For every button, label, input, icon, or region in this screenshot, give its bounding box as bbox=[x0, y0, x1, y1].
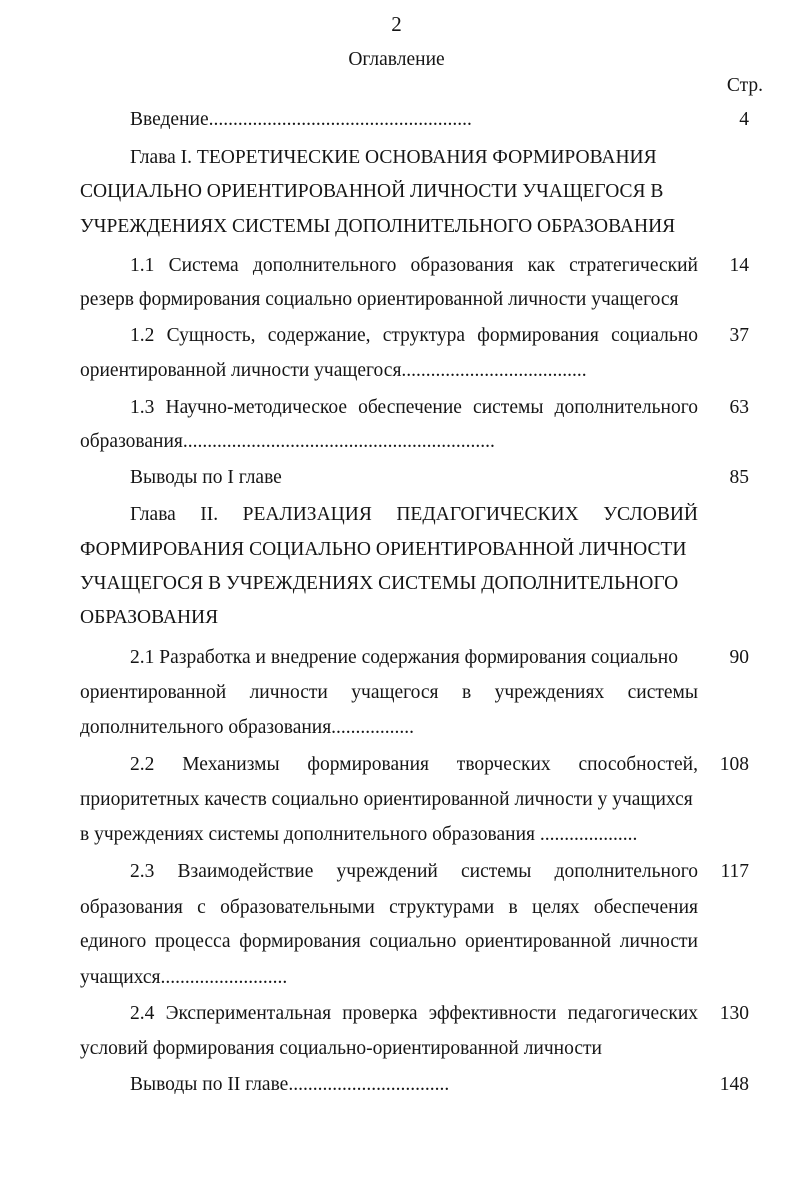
toc-page: 4 bbox=[739, 109, 749, 130]
toc-line: ориентированной личности учащегося...................................... bbox=[80, 360, 587, 381]
toc-page: 90 bbox=[729, 647, 749, 668]
toc-page: 117 bbox=[720, 861, 749, 882]
toc-page: 14 bbox=[729, 255, 749, 276]
toc-line: 2.4 Экспериментальная проверка эффективности педагогических bbox=[130, 1003, 698, 1024]
toc-line: приоритетных качеств социально ориентированной личности у учащихся bbox=[80, 789, 693, 810]
toc-line: 2.3 Взаимодействие учреждений системы дополнительного bbox=[130, 861, 698, 882]
page-number: 2 bbox=[391, 12, 402, 36]
toc-line: Глава I. ТЕОРЕТИЧЕСКИЕ ОСНОВАНИЯ ФОРМИРОВАНИЯ bbox=[130, 147, 657, 168]
toc-line: образования с образовательными структурами в целях обеспечения bbox=[80, 897, 698, 918]
toc-line: СОЦИАЛЬНО ОРИЕНТИРОВАННОЙ ЛИЧНОСТИ УЧАЩЕГОСЯ В bbox=[80, 181, 664, 202]
toc-page: 63 bbox=[729, 397, 749, 418]
toc-line: 1.3 Научно-методическое обеспечение системы дополнительного bbox=[130, 397, 698, 418]
toc-page: 130 bbox=[719, 1003, 749, 1024]
toc-line: Введение...................................................... bbox=[130, 109, 472, 130]
toc-line: УЧРЕЖДЕНИЯХ СИСТЕМЫ ДОПОЛНИТЕЛЬНОГО ОБРАЗОВАНИЯ bbox=[80, 216, 676, 237]
toc-line: ФОРМИРОВАНИЯ СОЦИАЛЬНО ОРИЕНТИРОВАННОЙ ЛИЧНОСТИ bbox=[80, 539, 687, 560]
toc-line: в учреждениях системы дополнительного образования .................... bbox=[80, 824, 638, 845]
toc-line: ОБРАЗОВАНИЯ bbox=[80, 607, 219, 628]
toc-line: Выводы по II главе................................. bbox=[130, 1074, 450, 1095]
toc-line: 2.2 Механизмы формирования творческих способностей, bbox=[130, 754, 698, 775]
toc-page: 85 bbox=[729, 467, 749, 488]
page-title: Оглавление bbox=[348, 49, 445, 70]
toc-line: 1.1 Система дополнительного образования как стратегический bbox=[130, 255, 698, 276]
toc-line: дополнительного образования................. bbox=[80, 717, 415, 738]
toc-page: 108 bbox=[719, 754, 749, 775]
toc-line: условий формирования социально-ориентированной личности bbox=[80, 1038, 602, 1059]
toc-line: образования................................................................ bbox=[80, 431, 495, 452]
page-column-header: Стр. bbox=[726, 75, 763, 96]
toc-line: 2.1 Разработка и внедрение содержания формирования социально bbox=[130, 647, 678, 668]
toc-line: 1.2 Сущность, содержание, структура формирования социально bbox=[130, 325, 698, 346]
toc-page: 148 bbox=[719, 1074, 749, 1095]
toc-line: резерв формирования социально ориентированной личности учащегося bbox=[80, 289, 679, 310]
toc-line: УЧАЩЕГОСЯ В УЧРЕЖДЕНИЯХ СИСТЕМЫ ДОПОЛНИТЕЛЬНОГО bbox=[80, 573, 679, 594]
toc-line: учащихся.......................... bbox=[80, 967, 288, 988]
toc-line: ориентированной личности учащегося в учреждениях системы bbox=[80, 682, 698, 703]
toc-page: 37 bbox=[729, 325, 749, 346]
toc-line: Выводы по I главе bbox=[130, 467, 282, 488]
toc-line: Глава II. РЕАЛИЗАЦИЯ ПЕДАГОГИЧЕСКИХ УСЛОВИЙ bbox=[130, 504, 698, 525]
toc-line: единого процесса формирования социально ориентированной личности bbox=[80, 931, 698, 952]
